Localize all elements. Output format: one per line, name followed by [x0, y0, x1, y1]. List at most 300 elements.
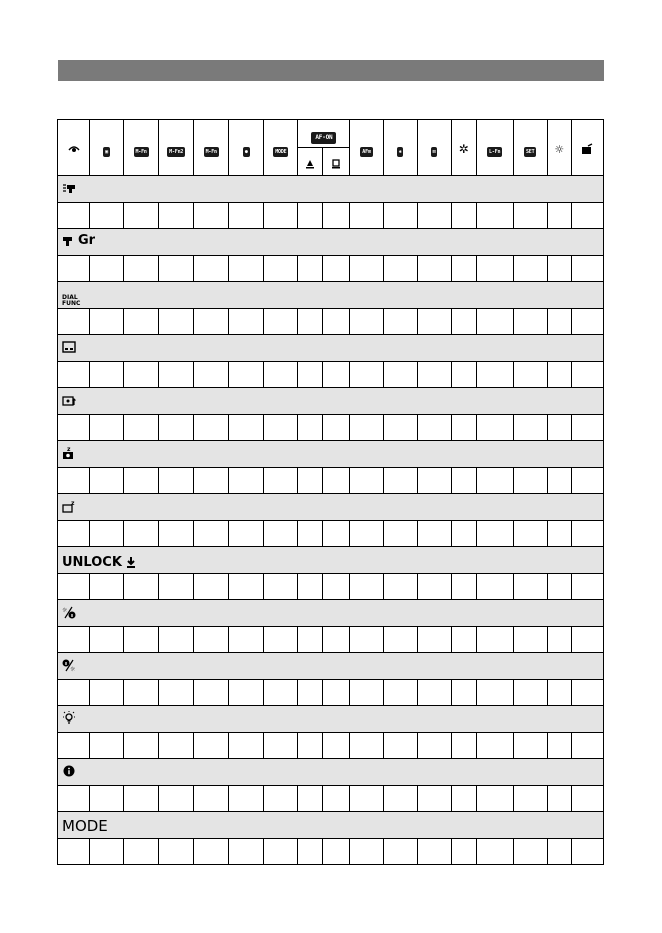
assignment-cell: [417, 203, 451, 229]
assignment-cell: [194, 574, 229, 600]
depth-preview-icon: ●: [244, 149, 248, 155]
assignment-cell: [159, 839, 194, 865]
assignment-cell: [571, 256, 603, 282]
section-row-dial-func: [58, 282, 604, 309]
assignment-cell: [298, 786, 323, 812]
assignment-cell: [159, 786, 194, 812]
assignment-cell: [383, 415, 417, 441]
assignment-cell: [451, 733, 476, 759]
assignment-cell: [124, 468, 159, 494]
assignment-cell: [264, 521, 298, 547]
assignment-cell: [451, 627, 476, 653]
assignment-cell: [229, 839, 264, 865]
assignment-cell: [159, 733, 194, 759]
assignment-cell: [350, 309, 383, 335]
assignment-cell: [350, 680, 383, 706]
assignment-cell: [298, 362, 323, 388]
assignment-cell: [417, 574, 451, 600]
header-af-point: [350, 120, 383, 176]
unlock-label: UNLOCK: [62, 554, 122, 570]
assignment-cell: [159, 362, 194, 388]
assignment-cell: [350, 362, 383, 388]
header-l-fn: [476, 120, 513, 176]
assignment-cell: [298, 415, 323, 441]
assignment-cell: [451, 786, 476, 812]
assignment-cell: [476, 733, 513, 759]
assignment-cell: [194, 680, 229, 706]
assignment-cell: [194, 256, 229, 282]
assignment-cell: [90, 203, 124, 229]
assignment-cell: [229, 415, 264, 441]
assignment-cell: [571, 627, 603, 653]
section-label: [62, 764, 76, 778]
section-row-unlock: [58, 547, 604, 574]
assignment-cell: [350, 468, 383, 494]
section-title-bar: [58, 60, 604, 81]
section-header-cell: [58, 759, 604, 786]
assignment-cell: [417, 733, 451, 759]
assignment-cell: [159, 256, 194, 282]
header-depth-preview: [229, 120, 264, 176]
assignment-cell: [383, 203, 417, 229]
af-area-button-icon: ⊞: [432, 149, 436, 155]
assignment-cell: [571, 521, 603, 547]
assignment-cell: [476, 203, 513, 229]
assignment-cell: [417, 786, 451, 812]
assignment-cell: [124, 203, 159, 229]
assignment-cell: [124, 309, 159, 335]
assignment-cell: [451, 468, 476, 494]
dial-func-icon: DIAL FUNC: [62, 293, 81, 307]
assignment-cell: [417, 309, 451, 335]
assignment-cell: [90, 362, 124, 388]
table-row: [58, 362, 604, 388]
table-row: [58, 839, 604, 865]
assignment-cell: [58, 415, 90, 441]
assignment-cell: [194, 733, 229, 759]
header-m-fn2: [159, 120, 194, 176]
assignment-cell: [58, 574, 90, 600]
assignment-cell: [513, 468, 547, 494]
assignment-cell: [323, 733, 350, 759]
assignment-cell: [547, 574, 571, 600]
assignment-cell: [229, 627, 264, 653]
assignment-cell: [476, 574, 513, 600]
assignment-cell: [383, 627, 417, 653]
table-row: [58, 309, 604, 335]
assignment-cell: [547, 839, 571, 865]
assignment-cell: [350, 521, 383, 547]
assignment-cell: [350, 203, 383, 229]
assignment-cell: [323, 203, 350, 229]
m-fn2-button-icon: M-Fn2: [169, 149, 184, 155]
assignment-cell: [547, 521, 571, 547]
table-row: [58, 733, 604, 759]
header-m-fn3: [194, 120, 229, 176]
assignment-cell: [159, 309, 194, 335]
grip-gr-label: Gr: [78, 233, 96, 248]
assignment-cell: [124, 839, 159, 865]
assignment-cell: [264, 574, 298, 600]
info-illum-icon: [62, 658, 76, 672]
assignment-cell: [264, 733, 298, 759]
assignment-cell: [350, 256, 383, 282]
mode-label: MODE: [62, 816, 108, 835]
assignment-cell: [547, 733, 571, 759]
assignment-cell: [58, 839, 90, 865]
svg-text:☼: ☼: [70, 665, 76, 672]
section-row-sleep-cam: [58, 441, 604, 468]
svg-text:☼: ☼: [62, 606, 68, 614]
section-row-info: [58, 759, 604, 786]
header-multi-function: [90, 120, 124, 176]
assignment-cell: [229, 256, 264, 282]
section-label: [62, 499, 76, 513]
lens-button-icon: [580, 142, 594, 156]
section-header-cell: [58, 653, 604, 680]
assignment-cell: [264, 362, 298, 388]
assignment-cell: [90, 256, 124, 282]
assignment-cell: [547, 786, 571, 812]
assignment-cell: [264, 256, 298, 282]
assignment-cell: [124, 256, 159, 282]
assignment-cell: [194, 627, 229, 653]
section-label: [62, 555, 138, 569]
assignment-cell: [350, 786, 383, 812]
assignment-cell: [350, 839, 383, 865]
assignment-cell: [124, 627, 159, 653]
assignment-cell: [571, 786, 603, 812]
assignment-cell: [90, 415, 124, 441]
section-label: [62, 393, 76, 407]
assignment-cell: [264, 786, 298, 812]
grip-icon: [62, 234, 76, 248]
assignment-cell: [90, 839, 124, 865]
assignment-cell: [383, 733, 417, 759]
section-row-mode: [58, 812, 604, 839]
assignment-cell: [159, 468, 194, 494]
assignment-cell: [58, 309, 90, 335]
assignment-cell: [90, 468, 124, 494]
assignment-cell: [323, 415, 350, 441]
assignment-cell: [383, 309, 417, 335]
section-label: [62, 658, 76, 672]
assignment-cell: [229, 362, 264, 388]
section-header-cell: [58, 600, 604, 627]
button-assignment-table: [57, 119, 604, 865]
section-label: [62, 295, 80, 307]
assignment-cell: [417, 839, 451, 865]
section-label: [62, 181, 76, 195]
unlock-arrow-icon: [124, 555, 138, 569]
assignment-cell: [547, 362, 571, 388]
assignment-cell: [383, 574, 417, 600]
assignment-cell: [513, 627, 547, 653]
assignment-cell: [547, 309, 571, 335]
table-row: [58, 415, 604, 441]
display-panel-icon: [62, 340, 76, 354]
assignment-cell: [571, 733, 603, 759]
lens-sleep-icon: [62, 499, 76, 513]
multi-function-button-icon: ▣: [105, 149, 108, 155]
header-af-area: [417, 120, 451, 176]
assignment-cell: [451, 309, 476, 335]
assignment-cell: [571, 574, 603, 600]
section-header-cell: [58, 335, 604, 362]
assignment-cell: [476, 839, 513, 865]
table-row: [58, 627, 604, 653]
section-label: [62, 605, 76, 619]
assignment-cell: [229, 468, 264, 494]
assignment-cell: [513, 256, 547, 282]
assignment-cell: [417, 362, 451, 388]
assignment-cell: [90, 574, 124, 600]
assignment-cell: [451, 680, 476, 706]
assignment-cell: [298, 203, 323, 229]
assignment-cell: [58, 468, 90, 494]
section-label: [62, 446, 76, 460]
assignment-cell: [229, 733, 264, 759]
header-af-on-sub-1: [298, 148, 323, 176]
section-header-cell: [58, 547, 604, 574]
section-row-info-illum: [58, 653, 604, 680]
assignment-cell: [417, 415, 451, 441]
assignment-cell: [383, 256, 417, 282]
section-row-shutter-button: [58, 176, 604, 203]
assignment-cell: [451, 362, 476, 388]
assignment-cell: [547, 468, 571, 494]
table-row: [58, 203, 604, 229]
assignment-cell: [194, 468, 229, 494]
assignment-cell: [298, 680, 323, 706]
header-lens: [571, 120, 603, 176]
assignment-cell: [58, 733, 90, 759]
assignment-cell: [451, 521, 476, 547]
section-label: [62, 340, 76, 354]
assignment-cell: [229, 521, 264, 547]
assignment-cell: [194, 415, 229, 441]
assignment-cell: [571, 680, 603, 706]
assignment-cell: [451, 415, 476, 441]
assignment-cell: [383, 521, 417, 547]
assignment-cell: [58, 203, 90, 229]
assignment-cell: [476, 362, 513, 388]
header-flash: [451, 120, 476, 176]
assignment-cell: [323, 574, 350, 600]
section-row-sleep-lens: [58, 494, 604, 521]
header-mode: [264, 120, 298, 176]
ae-lock-button-icon: ✱: [398, 149, 402, 155]
assignment-cell: [229, 786, 264, 812]
assignment-cell: [350, 415, 383, 441]
assignment-cell: [323, 521, 350, 547]
info-circle-icon: [62, 764, 76, 778]
assignment-cell: [417, 627, 451, 653]
assignment-cell: [298, 468, 323, 494]
assignment-cell: [58, 521, 90, 547]
eye-sensor-icon: [67, 142, 81, 156]
assignment-cell: [476, 786, 513, 812]
assignment-cell: [383, 786, 417, 812]
assignment-cell: [264, 680, 298, 706]
header-m-fn: [124, 120, 159, 176]
assignment-cell: [513, 309, 547, 335]
lcd-illum-button-icon: ☼: [554, 143, 565, 156]
assignment-cell: [159, 521, 194, 547]
assignment-cell: [124, 415, 159, 441]
shutter-half-press-icon: [62, 181, 76, 195]
assignment-cell: [513, 786, 547, 812]
set-button-icon: SET: [526, 149, 535, 155]
section-header-cell: [58, 706, 604, 733]
assignment-cell: [229, 574, 264, 600]
mode-button-icon: MODE: [275, 149, 287, 155]
assignment-cell: [298, 256, 323, 282]
assignment-cell: [476, 415, 513, 441]
assignment-cell: [58, 627, 90, 653]
assignment-cell: [571, 839, 603, 865]
assignment-cell: [298, 521, 323, 547]
assignment-cell: [513, 574, 547, 600]
assignment-cell: [417, 468, 451, 494]
m-fn3-button-icon: M-Fn: [205, 149, 217, 155]
assignment-cell: [476, 256, 513, 282]
assignment-cell: [124, 680, 159, 706]
assignment-cell: [58, 680, 90, 706]
assignment-cell: [476, 521, 513, 547]
section-header-cell: [58, 388, 604, 415]
assignment-cell: [547, 627, 571, 653]
assignment-cell: [194, 309, 229, 335]
section-header-cell: [58, 812, 604, 839]
light-bulb-icon: [62, 711, 76, 725]
assignment-cell: [159, 203, 194, 229]
m-fn-button-icon: M-Fn: [135, 149, 147, 155]
assignment-cell: [124, 574, 159, 600]
af-on-button-icon: AF-ON: [311, 132, 336, 144]
l-fn-button-icon: L-Fn: [489, 149, 501, 155]
assignment-cell: [350, 733, 383, 759]
assignment-cell: [323, 468, 350, 494]
assignment-cell: [58, 256, 90, 282]
assignment-cell: [547, 680, 571, 706]
assignment-cell: [264, 839, 298, 865]
assignment-cell: [547, 203, 571, 229]
table-row: [58, 786, 604, 812]
section-label: [62, 711, 76, 725]
assignment-cell: [159, 415, 194, 441]
section-header-cell: [58, 229, 604, 256]
assignment-cell: [513, 362, 547, 388]
assignment-cell: [298, 309, 323, 335]
assignment-cell: [90, 309, 124, 335]
assignment-cell: [58, 786, 90, 812]
camera-sleep-icon: [62, 446, 76, 460]
assignment-cell: [90, 627, 124, 653]
header-set: [513, 120, 547, 176]
assignment-cell: [58, 362, 90, 388]
assignment-cell: [547, 256, 571, 282]
assignment-cell: [383, 362, 417, 388]
header-af-on: [298, 120, 350, 148]
assignment-cell: [298, 839, 323, 865]
assignment-cell: [298, 574, 323, 600]
assignment-cell: [264, 627, 298, 653]
assignment-cell: [264, 415, 298, 441]
af-point-select-icon: AF⊞: [362, 149, 371, 155]
assignment-cell: [124, 521, 159, 547]
assignment-cell: [298, 627, 323, 653]
section-header-cell: [58, 494, 604, 521]
assignment-cell: [451, 839, 476, 865]
assignment-cell: [476, 680, 513, 706]
assignment-cell: [229, 680, 264, 706]
section-row-light: [58, 706, 604, 733]
assignment-cell: [451, 256, 476, 282]
assignment-cell: [383, 680, 417, 706]
table-row: [58, 574, 604, 600]
section-row-display: [58, 335, 604, 362]
assignment-cell: [229, 309, 264, 335]
assignment-cell: [194, 786, 229, 812]
assignment-cell: [476, 627, 513, 653]
section-header-cell: [58, 441, 604, 468]
assignment-cell: [476, 309, 513, 335]
assignment-cell: [323, 786, 350, 812]
assignment-cell: [298, 733, 323, 759]
header-eye-sensor: [58, 120, 90, 176]
header-lcd-illum: [547, 120, 571, 176]
header-af-on-sub-2: [323, 148, 350, 176]
assignment-cell: [350, 627, 383, 653]
assignment-cell: [383, 839, 417, 865]
assignment-cell: [323, 256, 350, 282]
assignment-cell: [417, 256, 451, 282]
assignment-cell: [124, 362, 159, 388]
af-on-sub-1-icon: [303, 156, 317, 170]
flash-button-icon: ✲: [458, 142, 469, 156]
illum-info-icon: [62, 605, 76, 619]
table-row: [58, 680, 604, 706]
assignment-cell: [229, 203, 264, 229]
assignment-cell: [159, 574, 194, 600]
assignment-cell: [194, 203, 229, 229]
assignment-cell: [124, 786, 159, 812]
assignment-cell: [513, 733, 547, 759]
assignment-cell: [90, 786, 124, 812]
assignment-cell: [513, 521, 547, 547]
section-header-cell: [58, 176, 604, 203]
table-row: [58, 256, 604, 282]
assignment-cell: [323, 309, 350, 335]
assignment-cell: [264, 203, 298, 229]
section-row-grip-gr: [58, 229, 604, 256]
assignment-cell: [513, 203, 547, 229]
section-label: [62, 816, 108, 835]
header-ae-lock: [383, 120, 417, 176]
camera-illum-icon: [62, 393, 76, 407]
section-row-illum-info: [58, 600, 604, 627]
table-row: [58, 468, 604, 494]
section-label: [62, 234, 95, 248]
svg-text:z: z: [71, 499, 75, 507]
assignment-cell: [194, 839, 229, 865]
section-header-cell: [58, 282, 604, 309]
assignment-cell: [571, 362, 603, 388]
assignment-cell: [124, 733, 159, 759]
assignment-cell: [264, 468, 298, 494]
assignment-cell: [90, 521, 124, 547]
